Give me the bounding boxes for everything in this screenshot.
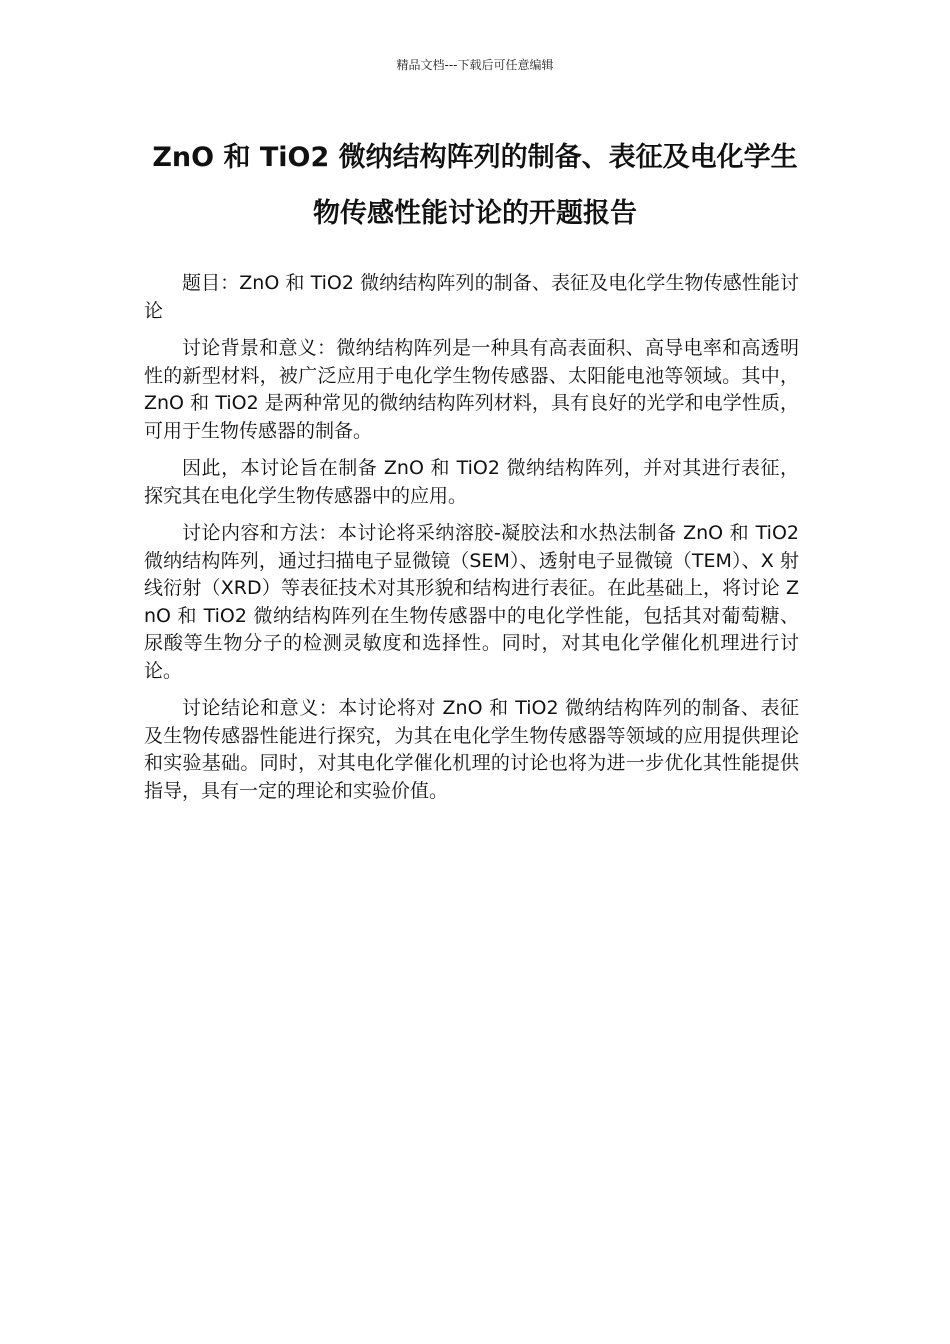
- header-note: 精品文档---下载后可任意编辑: [396, 58, 554, 72]
- paragraph-purpose: 因此，本讨论旨在制备 ZnO 和 TiO2 微纳结构阵列，并对其进行表征，探究其在电化学生物传感器中的应用。: [144, 457, 799, 507]
- document-body: [144, 270, 799, 815]
- paragraph-methods: 讨论内容和方法：本讨论将采纳溶胶-凝胶法和水热法制备 ZnO 和 TiO2 微纳结构阵列，通过扫描电子显微镜（SEM）、透射电子显微镜（TEM）、X 射线衍射（XRD）等表征技术对其形貌和结构进行表征。在此基础上，将讨论 ZnO 和 TiO2 微纳结构阵列在生物传感器中的电化学性能，包括其对葡萄糖、尿酸等生物分子的检测灵敏度和选择性。同时，对其电化学催化机理进行讨论。: [144, 522, 799, 682]
- document-title: ZnO 和 TiO2 微纳结构阵列的制备、表征及电化学生物传感性能讨论的开题报告: [152, 142, 798, 229]
- paragraph-background: 讨论背景和意义：微纳结构阵列是一种具有高表面积、高导电率和高透明性的新型材料，被广泛应用于电化学生物传感器、太阳能电池等领域。其中，ZnO 和 TiO2 是两种常见的微纳结构阵列材料，具有良好的光学和电学性质，可用于生物传感器的制备。: [144, 337, 799, 442]
- paragraph-conclusion: 讨论结论和意义：本讨论将对 ZnO 和 TiO2 微纳结构阵列的制备、表征及生物传感器性能进行探究，为其在电化学生物传感器等领域的应用提供理论和实验基础。同时，对其电化学催化机理的讨论也将为进一步优化其性能提供指导，具有一定的理论和实验价值。: [144, 697, 799, 802]
- paragraph-topic: 题目：ZnO 和 TiO2 微纳结构阵列的制备、表征及电化学生物传感性能讨论: [144, 272, 799, 322]
